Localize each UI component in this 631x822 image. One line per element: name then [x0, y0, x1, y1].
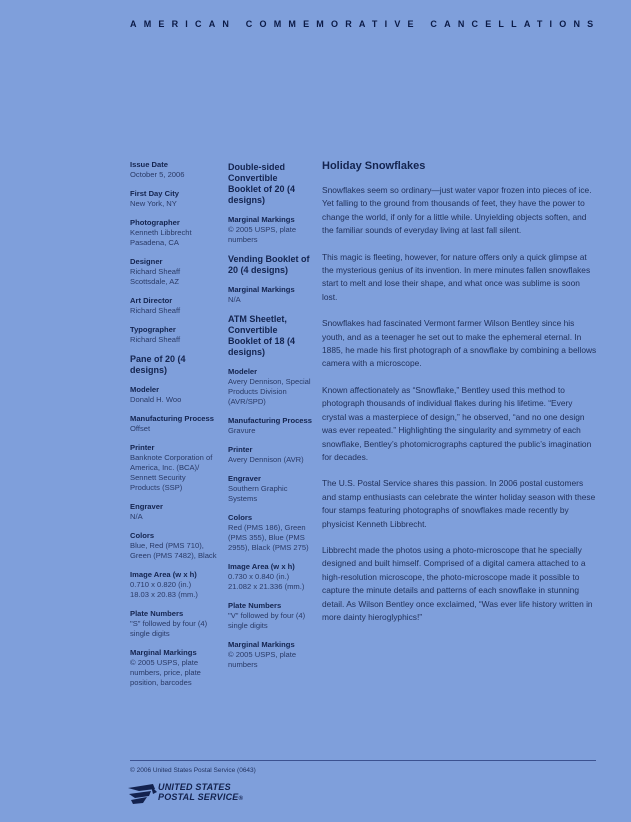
detail-value: Kenneth Libbrecht [130, 228, 192, 237]
detail-item [130, 648, 222, 688]
detail-value: Systems [228, 494, 258, 503]
stamp-details-column-1 [130, 160, 222, 697]
detail-value: October 5, 2006 [130, 170, 185, 179]
detail-item [130, 531, 222, 561]
detail-value: Blue, Red (PMS 710), [130, 541, 204, 550]
detail-value: "V" followed by four (4) [228, 611, 306, 620]
detail-item [228, 416, 312, 436]
logo-line-2: POSTAL SERVICE [158, 792, 239, 802]
detail-label: Art Director [130, 296, 173, 305]
article-paragraph: The U.S. Postal Service shares this passion. In 2006 postal customers and stamp enthusiasts can celebrate the winter holiday season with these four stamps featuring photographs of snowflakes made recently by physicist Kenneth Libbrecht. [322, 478, 596, 529]
detail-value: 0.710 x 0.820 (in.) [130, 580, 192, 589]
detail-item [130, 160, 222, 180]
detail-item [228, 474, 312, 504]
registered-mark: ® [238, 796, 244, 802]
detail-value: numbers [228, 235, 258, 244]
detail-value: single digits [228, 621, 268, 630]
detail-value: Scottsdale, AZ [130, 277, 179, 286]
detail-value: © 2005 USPS, plate [130, 658, 199, 667]
article-paragraph: Snowflakes had fascinated Vermont farmer Wilson Bentley since his youth, and as a teenager he set out to make the ephemeral eternal. In 1885, he made his first photograph of a snowflake by combining a bellows camera with a microscope. [322, 318, 597, 369]
detail-value: Offset [130, 424, 151, 433]
detail-label: Image Area (w x h) [228, 562, 295, 571]
detail-value: (AVR/SPD) [228, 397, 266, 406]
detail-item [130, 502, 222, 522]
detail-value: Richard Sheaff [130, 335, 181, 344]
detail-label: Plate Numbers [130, 609, 184, 618]
article-paragraph: Libbrecht made the photos using a photo-microscope that he specially designed and built himself. Comprised of a digital camera attached to a high-resolution microscope, the photo-microscope made it possible to capture the minute details and patterns of each snowflake in stunning detail. As Wilson Bentley once exclaimed, “Was ever life history written in more dainty hieroglyphics!” [322, 544, 593, 622]
copyright-text: © 2006 United States Postal Service (0643) [130, 767, 256, 774]
detail-label: Designer [130, 257, 163, 266]
footer-divider [130, 760, 596, 761]
detail-label: Modeler [130, 385, 160, 394]
usps-logo-text [158, 782, 243, 804]
detail-label: Printer [228, 445, 253, 454]
detail-value: Richard Sheaff [130, 267, 181, 276]
detail-label: First Day City [130, 189, 179, 198]
detail-value: Southern Graphic [228, 484, 288, 493]
detail-item [228, 601, 312, 631]
detail-label: Modeler [228, 367, 258, 376]
detail-item [130, 296, 222, 316]
detail-label: Image Area (w x h) [130, 570, 197, 579]
detail-value: Banknote Corporation of [130, 453, 213, 462]
detail-label: Photographer [130, 218, 180, 227]
detail-item [228, 215, 312, 245]
detail-item [130, 325, 222, 345]
detail-value: position, barcodes [130, 678, 192, 687]
detail-label: Typographer [130, 325, 176, 334]
detail-item [228, 640, 312, 670]
detail-value: numbers [228, 660, 258, 669]
article-paragraph: This magic is fleeting, however, for nature offers only a quick glimpse at the mysterious genius of its invention. In mere minutes fallen snowflakes start to melt and lose their shape, and what once was sublime is soon lost. [322, 251, 591, 302]
detail-label: Printer [130, 443, 155, 452]
detail-value: 21.082 x 21.336 (mm.) [228, 582, 305, 591]
detail-value: Products Division [228, 387, 287, 396]
detail-item [228, 562, 312, 592]
detail-item [130, 443, 222, 493]
detail-value: Avery Dennison (AVR) [228, 455, 304, 464]
detail-value: N/A [130, 512, 143, 521]
article-paragraph: Known affectionately as “Snowflake,” Bentley used this method to photograph thousands of individual flakes during his lifetime. “Every crystal was a masterpiece of design,” he observed, “and no one design was ever repeated.” Highlighting the singularity and symmetry of each snowflake, Bentley’s photomicrographs captured the public’s imagination for decades. [322, 384, 592, 462]
detail-value: Avery Dennison, Special [228, 377, 311, 386]
detail-item [228, 367, 312, 407]
detail-item [130, 609, 222, 639]
detail-value: N/A [228, 295, 241, 304]
detail-item [228, 445, 312, 465]
detail-value: Pasadena, CA [130, 238, 179, 247]
detail-item [130, 189, 222, 209]
detail-value: numbers, price, plate [130, 668, 201, 677]
detail-value: Richard Sheaff [130, 306, 181, 315]
detail-value: Sennett Security [130, 473, 186, 482]
detail-item [130, 414, 222, 434]
detail-label: Issue Date [130, 160, 168, 169]
detail-value: 18.03 x 20.83 (mm.) [130, 590, 198, 599]
detail-label: Engraver [228, 474, 261, 483]
detail-item [228, 285, 312, 305]
section-heading: Vending Booklet of 20 (4 designs) [228, 254, 310, 275]
detail-item [228, 513, 312, 553]
detail-value: New York, NY [130, 199, 177, 208]
section-heading: Pane of 20 (4 designs) [130, 354, 186, 375]
detail-value: Red (PMS 186), Green [228, 523, 306, 532]
detail-value: Donald H. Woo [130, 395, 182, 404]
detail-label: Marginal Markings [228, 285, 295, 294]
detail-item [130, 570, 222, 600]
detail-value: America, Inc. (BCA)/ [130, 463, 200, 472]
logo-line-1: UNITED STATES [158, 782, 231, 792]
article-paragraph: Snowflakes seem so ordinary—just water vapor frozen into pieces of ice. Yet falling to the ground from thousands of feet, they have the power to change the world, if only for a little while. Unyielding objects soften, and the familiar sounds of everyday living at last fall silent. [322, 185, 592, 236]
detail-label: Colors [228, 513, 253, 522]
detail-value: 2955), Black (PMS 275) [228, 543, 309, 552]
detail-label: Manufacturing Process [130, 414, 214, 423]
detail-value: Gravure [228, 426, 256, 435]
detail-value: © 2005 USPS, plate [228, 225, 297, 234]
detail-value: 0.730 x 0.840 (in.) [228, 572, 290, 581]
detail-label: Plate Numbers [228, 601, 282, 610]
detail-value: single digits [130, 629, 170, 638]
detail-value: © 2005 USPS, plate [228, 650, 297, 659]
section-heading: ATM Sheetlet, Convertible Booklet of 18 (4 designs) [228, 314, 296, 357]
article-title: Holiday Snowflakes [322, 160, 426, 172]
article [322, 160, 597, 637]
detail-label: Engraver [130, 502, 163, 511]
detail-value: (PMS 355), Blue (PMS [228, 533, 305, 542]
stamp-details-column-2 [228, 160, 312, 679]
detail-label: Marginal Markings [228, 215, 295, 224]
detail-label: Marginal Markings [228, 640, 295, 649]
section-heading: Double-sided Convertible Booklet of 20 (4 designs) [228, 162, 296, 205]
detail-value: Green (PMS 7482), Black [130, 551, 217, 560]
detail-label: Manufacturing Process [228, 416, 312, 425]
detail-value: "S" followed by four (4) [130, 619, 208, 628]
detail-item [130, 257, 222, 287]
detail-label: Marginal Markings [130, 648, 197, 657]
detail-item [130, 218, 222, 248]
detail-label: Colors [130, 531, 155, 540]
page-header: AMERICAN COMMEMORATIVE CANCELLATIONS [130, 19, 601, 29]
detail-value: Products (SSP) [130, 483, 183, 492]
detail-item [130, 385, 222, 405]
